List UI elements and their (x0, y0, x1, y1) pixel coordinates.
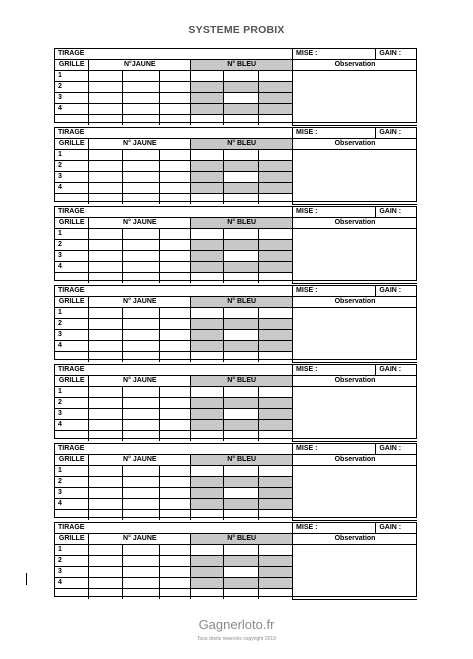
number-cell[interactable] (224, 567, 259, 578)
number-cell[interactable] (259, 409, 293, 420)
mise-field[interactable]: MISE : (293, 286, 376, 297)
number-cell[interactable] (259, 172, 293, 183)
number-cell[interactable] (191, 556, 224, 567)
grid-table (55, 523, 417, 600)
jaune-header: N° JAUNE (89, 139, 191, 150)
number-cell[interactable] (259, 150, 293, 161)
row-number: 3 (55, 93, 89, 104)
number-cell[interactable] (123, 477, 160, 488)
number-cell[interactable] (160, 183, 191, 194)
tirage-label: TIRAGE (55, 207, 293, 218)
number-cell[interactable] (89, 409, 123, 420)
gain-field[interactable]: GAIN : (376, 128, 417, 139)
number-cell[interactable] (191, 308, 224, 319)
number-cell[interactable] (160, 488, 191, 499)
tirage-block (54, 48, 417, 123)
number-cell[interactable] (89, 104, 123, 115)
number-cell[interactable] (224, 578, 259, 589)
grid-table (55, 207, 417, 284)
observation-header: Observation (293, 297, 417, 308)
number-cell[interactable] (123, 308, 160, 319)
row-number: 3 (55, 488, 89, 499)
number-cell[interactable] (123, 251, 160, 262)
row-number: 1 (55, 545, 89, 556)
number-cell[interactable] (259, 477, 293, 488)
row-number: 4 (55, 104, 89, 115)
number-cell[interactable] (259, 420, 293, 431)
number-cell[interactable] (224, 308, 259, 319)
number-cell[interactable] (89, 488, 123, 499)
number-cell[interactable] (89, 161, 123, 172)
number-cell[interactable] (89, 93, 123, 104)
row-number: 1 (55, 229, 89, 240)
tirage-label: TIRAGE (55, 49, 293, 60)
footer-brand[interactable]: Gagnerloto.fr (198, 617, 275, 632)
number-cell[interactable] (259, 578, 293, 589)
number-cell[interactable] (224, 172, 259, 183)
number-cell[interactable] (224, 262, 259, 273)
number-cell[interactable] (123, 229, 160, 240)
number-cell[interactable] (123, 93, 160, 104)
number-cell[interactable] (123, 172, 160, 183)
number-cell[interactable] (259, 251, 293, 262)
text-cursor (26, 573, 27, 585)
number-cell[interactable] (89, 183, 123, 194)
row-number: 3 (55, 330, 89, 341)
tirage-label: TIRAGE (55, 444, 293, 455)
observation-cell[interactable] (293, 387, 417, 442)
number-cell[interactable] (191, 82, 224, 93)
number-cell[interactable] (160, 578, 191, 589)
number-cell[interactable] (224, 82, 259, 93)
bleu-header: N° BLEU (191, 139, 293, 150)
number-cell[interactable] (123, 240, 160, 251)
number-cell[interactable] (224, 71, 259, 82)
mise-field[interactable]: MISE : (293, 207, 376, 218)
row-number: 3 (55, 567, 89, 578)
tirage-label: TIRAGE (55, 286, 293, 297)
row-number: 2 (55, 82, 89, 93)
number-cell[interactable] (259, 341, 293, 352)
number-cell[interactable] (191, 409, 224, 420)
tirage-label: TIRAGE (55, 523, 293, 534)
number-cell[interactable] (224, 409, 259, 420)
number-cell[interactable] (191, 499, 224, 510)
number-cell[interactable] (259, 567, 293, 578)
number-cell[interactable] (259, 161, 293, 172)
number-cell[interactable] (191, 545, 224, 556)
tirage-block (54, 285, 417, 360)
gain-field[interactable]: GAIN : (376, 286, 417, 297)
number-cell[interactable] (123, 330, 160, 341)
number-cell[interactable] (160, 262, 191, 273)
observation-header: Observation (293, 60, 417, 71)
number-cell[interactable] (89, 341, 123, 352)
number-cell[interactable] (89, 308, 123, 319)
number-cell[interactable] (123, 161, 160, 172)
number-cell[interactable] (123, 262, 160, 273)
observation-header: Observation (293, 218, 417, 229)
number-cell[interactable] (89, 499, 123, 510)
number-cell[interactable] (259, 71, 293, 82)
number-cell[interactable] (123, 578, 160, 589)
number-cell[interactable] (259, 556, 293, 567)
tirage-block (54, 364, 417, 439)
grille-header: GRILLE (55, 218, 89, 229)
footer-copyright: Tous droits réservés copyright 2019 (197, 636, 276, 642)
grille-header: GRILLE (55, 455, 89, 466)
number-cell[interactable] (160, 229, 191, 240)
number-cell[interactable] (224, 556, 259, 567)
number-cell[interactable] (160, 71, 191, 82)
number-cell[interactable] (224, 341, 259, 352)
number-cell[interactable] (259, 93, 293, 104)
number-cell[interactable] (191, 161, 224, 172)
number-cell[interactable] (89, 71, 123, 82)
number-cell[interactable] (89, 240, 123, 251)
number-cell[interactable] (160, 477, 191, 488)
number-cell[interactable] (160, 499, 191, 510)
number-cell[interactable] (191, 466, 224, 477)
number-cell[interactable] (224, 387, 259, 398)
number-cell[interactable] (123, 183, 160, 194)
bleu-header: N° BLEU (191, 218, 293, 229)
number-cell[interactable] (191, 567, 224, 578)
number-cell[interactable] (224, 93, 259, 104)
number-cell[interactable] (160, 387, 191, 398)
gain-field[interactable]: GAIN : (376, 207, 417, 218)
row-number: 3 (55, 251, 89, 262)
number-cell[interactable] (89, 545, 123, 556)
number-cell[interactable] (224, 240, 259, 251)
observation-cell[interactable] (293, 71, 417, 126)
number-cell[interactable] (123, 545, 160, 556)
observation-cell[interactable] (293, 545, 417, 600)
number-cell[interactable] (191, 150, 224, 161)
tirage-block (54, 127, 417, 202)
number-cell[interactable] (224, 477, 259, 488)
number-cell[interactable] (259, 499, 293, 510)
grid-row (55, 150, 417, 161)
grille-header: GRILLE (55, 297, 89, 308)
grid-row (55, 71, 417, 82)
number-cell[interactable] (123, 556, 160, 567)
grid-row (55, 387, 417, 398)
number-cell[interactable] (89, 251, 123, 262)
number-cell[interactable] (191, 71, 224, 82)
number-cell[interactable] (224, 499, 259, 510)
number-cell[interactable] (224, 251, 259, 262)
gain-field[interactable]: GAIN : (376, 523, 417, 534)
number-cell[interactable] (123, 150, 160, 161)
bleu-header: N° BLEU (191, 455, 293, 466)
number-cell[interactable] (191, 387, 224, 398)
number-cell[interactable] (160, 545, 191, 556)
row-number: 4 (55, 499, 89, 510)
number-cell[interactable] (89, 330, 123, 341)
number-cell[interactable] (160, 82, 191, 93)
grille-header: GRILLE (55, 139, 89, 150)
number-cell[interactable] (123, 420, 160, 431)
number-cell[interactable] (224, 488, 259, 499)
number-cell[interactable] (224, 420, 259, 431)
number-cell[interactable] (123, 567, 160, 578)
gain-field[interactable]: GAIN : (376, 444, 417, 455)
bleu-header: N° BLEU (191, 376, 293, 387)
number-cell[interactable] (160, 319, 191, 330)
number-cell[interactable] (259, 466, 293, 477)
number-cell[interactable] (89, 420, 123, 431)
number-cell[interactable] (123, 71, 160, 82)
number-cell[interactable] (224, 150, 259, 161)
observation-header: Observation (293, 376, 417, 387)
tirage-block (54, 522, 417, 597)
number-cell[interactable] (160, 308, 191, 319)
row-number: 1 (55, 308, 89, 319)
grid-row (55, 545, 417, 556)
observation-cell[interactable] (293, 229, 417, 284)
number-cell[interactable] (191, 319, 224, 330)
number-cell[interactable] (191, 229, 224, 240)
number-cell[interactable] (224, 229, 259, 240)
number-cell[interactable] (160, 420, 191, 431)
number-cell[interactable] (160, 104, 191, 115)
number-cell[interactable] (191, 477, 224, 488)
grille-header: GRILLE (55, 60, 89, 71)
number-cell[interactable] (259, 488, 293, 499)
observation-cell[interactable] (293, 466, 417, 521)
page-title: SYSTEME PROBIX (188, 24, 285, 36)
number-cell[interactable] (89, 398, 123, 409)
number-cell[interactable] (160, 341, 191, 352)
jaune-header: N° JAUNE (89, 534, 191, 545)
grille-header: GRILLE (55, 376, 89, 387)
row-number: 1 (55, 150, 89, 161)
number-cell[interactable] (89, 466, 123, 477)
number-cell[interactable] (259, 262, 293, 273)
jaune-header: N° JAUNE (89, 297, 191, 308)
number-cell[interactable] (160, 150, 191, 161)
grid-table (55, 49, 417, 126)
observation-cell[interactable] (293, 308, 417, 363)
number-cell[interactable] (259, 319, 293, 330)
number-cell[interactable] (160, 330, 191, 341)
number-cell[interactable] (259, 330, 293, 341)
number-cell[interactable] (123, 499, 160, 510)
row-number: 4 (55, 262, 89, 273)
number-cell[interactable] (259, 104, 293, 115)
row-number: 1 (55, 387, 89, 398)
number-cell[interactable] (191, 330, 224, 341)
grid-row (55, 308, 417, 319)
grid-table (55, 128, 417, 205)
number-cell[interactable] (191, 341, 224, 352)
observation-header: Observation (293, 455, 417, 466)
number-cell[interactable] (259, 82, 293, 93)
number-cell[interactable] (191, 398, 224, 409)
grid-table (55, 286, 417, 363)
row-number: 4 (55, 578, 89, 589)
number-cell[interactable] (123, 466, 160, 477)
row-number: 2 (55, 556, 89, 567)
number-cell[interactable] (89, 578, 123, 589)
number-cell[interactable] (89, 567, 123, 578)
number-cell[interactable] (191, 240, 224, 251)
number-cell[interactable] (224, 183, 259, 194)
number-cell[interactable] (160, 398, 191, 409)
number-cell[interactable] (89, 556, 123, 567)
gain-field[interactable]: GAIN : (376, 365, 417, 376)
tirage-label: TIRAGE (55, 128, 293, 139)
number-cell[interactable] (160, 93, 191, 104)
number-cell[interactable] (224, 319, 259, 330)
number-cell[interactable] (259, 240, 293, 251)
number-cell[interactable] (224, 161, 259, 172)
grid-table (55, 365, 417, 442)
grid-row (55, 229, 417, 240)
jaune-header: N°JAUNE (89, 60, 191, 71)
row-number: 4 (55, 183, 89, 194)
row-number: 2 (55, 477, 89, 488)
number-cell[interactable] (123, 488, 160, 499)
jaune-header: N° JAUNE (89, 455, 191, 466)
number-cell[interactable] (191, 251, 224, 262)
number-cell[interactable] (160, 466, 191, 477)
number-cell[interactable] (259, 398, 293, 409)
number-cell[interactable] (191, 93, 224, 104)
number-cell[interactable] (89, 150, 123, 161)
number-cell[interactable] (123, 82, 160, 93)
tirage-block (54, 443, 417, 518)
number-cell[interactable] (259, 545, 293, 556)
number-cell[interactable] (123, 398, 160, 409)
tirage-block (54, 206, 417, 281)
number-cell[interactable] (191, 183, 224, 194)
row-number: 2 (55, 398, 89, 409)
number-cell[interactable] (160, 172, 191, 183)
mise-field[interactable]: MISE : (293, 49, 376, 60)
number-cell[interactable] (191, 104, 224, 115)
grid-row (55, 466, 417, 477)
row-number: 4 (55, 420, 89, 431)
mise-field[interactable]: MISE : (293, 523, 376, 534)
number-cell[interactable] (191, 578, 224, 589)
jaune-header: N° JAUNE (89, 376, 191, 387)
number-cell[interactable] (123, 387, 160, 398)
number-cell[interactable] (89, 229, 123, 240)
number-cell[interactable] (191, 488, 224, 499)
number-cell[interactable] (160, 556, 191, 567)
number-cell[interactable] (259, 387, 293, 398)
number-cell[interactable] (89, 262, 123, 273)
number-cell[interactable] (89, 387, 123, 398)
number-cell[interactable] (259, 308, 293, 319)
number-cell[interactable] (89, 477, 123, 488)
number-cell[interactable] (160, 240, 191, 251)
number-cell[interactable] (160, 161, 191, 172)
number-cell[interactable] (160, 567, 191, 578)
bleu-header: N° BLEU (191, 60, 293, 71)
gain-field[interactable]: GAIN : (376, 49, 417, 60)
bleu-header: N° BLEU (191, 297, 293, 308)
row-number: 2 (55, 161, 89, 172)
number-cell[interactable] (259, 229, 293, 240)
grid-table (55, 444, 417, 521)
number-cell[interactable] (160, 251, 191, 262)
number-cell[interactable] (224, 466, 259, 477)
jaune-header: N° JAUNE (89, 218, 191, 229)
number-cell[interactable] (191, 420, 224, 431)
observation-header: Observation (293, 139, 417, 150)
number-cell[interactable] (191, 172, 224, 183)
row-number: 3 (55, 172, 89, 183)
observation-cell[interactable] (293, 150, 417, 205)
row-number: 3 (55, 409, 89, 420)
number-cell[interactable] (224, 104, 259, 115)
number-cell[interactable] (89, 172, 123, 183)
number-cell[interactable] (89, 82, 123, 93)
number-cell[interactable] (123, 104, 160, 115)
number-cell[interactable] (224, 545, 259, 556)
row-number: 1 (55, 71, 89, 82)
row-number: 1 (55, 466, 89, 477)
row-number: 2 (55, 240, 89, 251)
grille-header: GRILLE (55, 534, 89, 545)
observation-header: Observation (293, 534, 417, 545)
number-cell[interactable] (191, 262, 224, 273)
number-cell[interactable] (123, 409, 160, 420)
number-cell[interactable] (259, 183, 293, 194)
bleu-header: N° BLEU (191, 534, 293, 545)
row-number: 4 (55, 341, 89, 352)
number-cell[interactable] (224, 330, 259, 341)
mise-field[interactable]: MISE : (293, 365, 376, 376)
row-number: 2 (55, 319, 89, 330)
number-cell[interactable] (123, 319, 160, 330)
number-cell[interactable] (160, 409, 191, 420)
tirage-label: TIRAGE (55, 365, 293, 376)
mise-field[interactable]: MISE : (293, 128, 376, 139)
number-cell[interactable] (89, 319, 123, 330)
mise-field[interactable]: MISE : (293, 444, 376, 455)
number-cell[interactable] (123, 341, 160, 352)
number-cell[interactable] (224, 398, 259, 409)
